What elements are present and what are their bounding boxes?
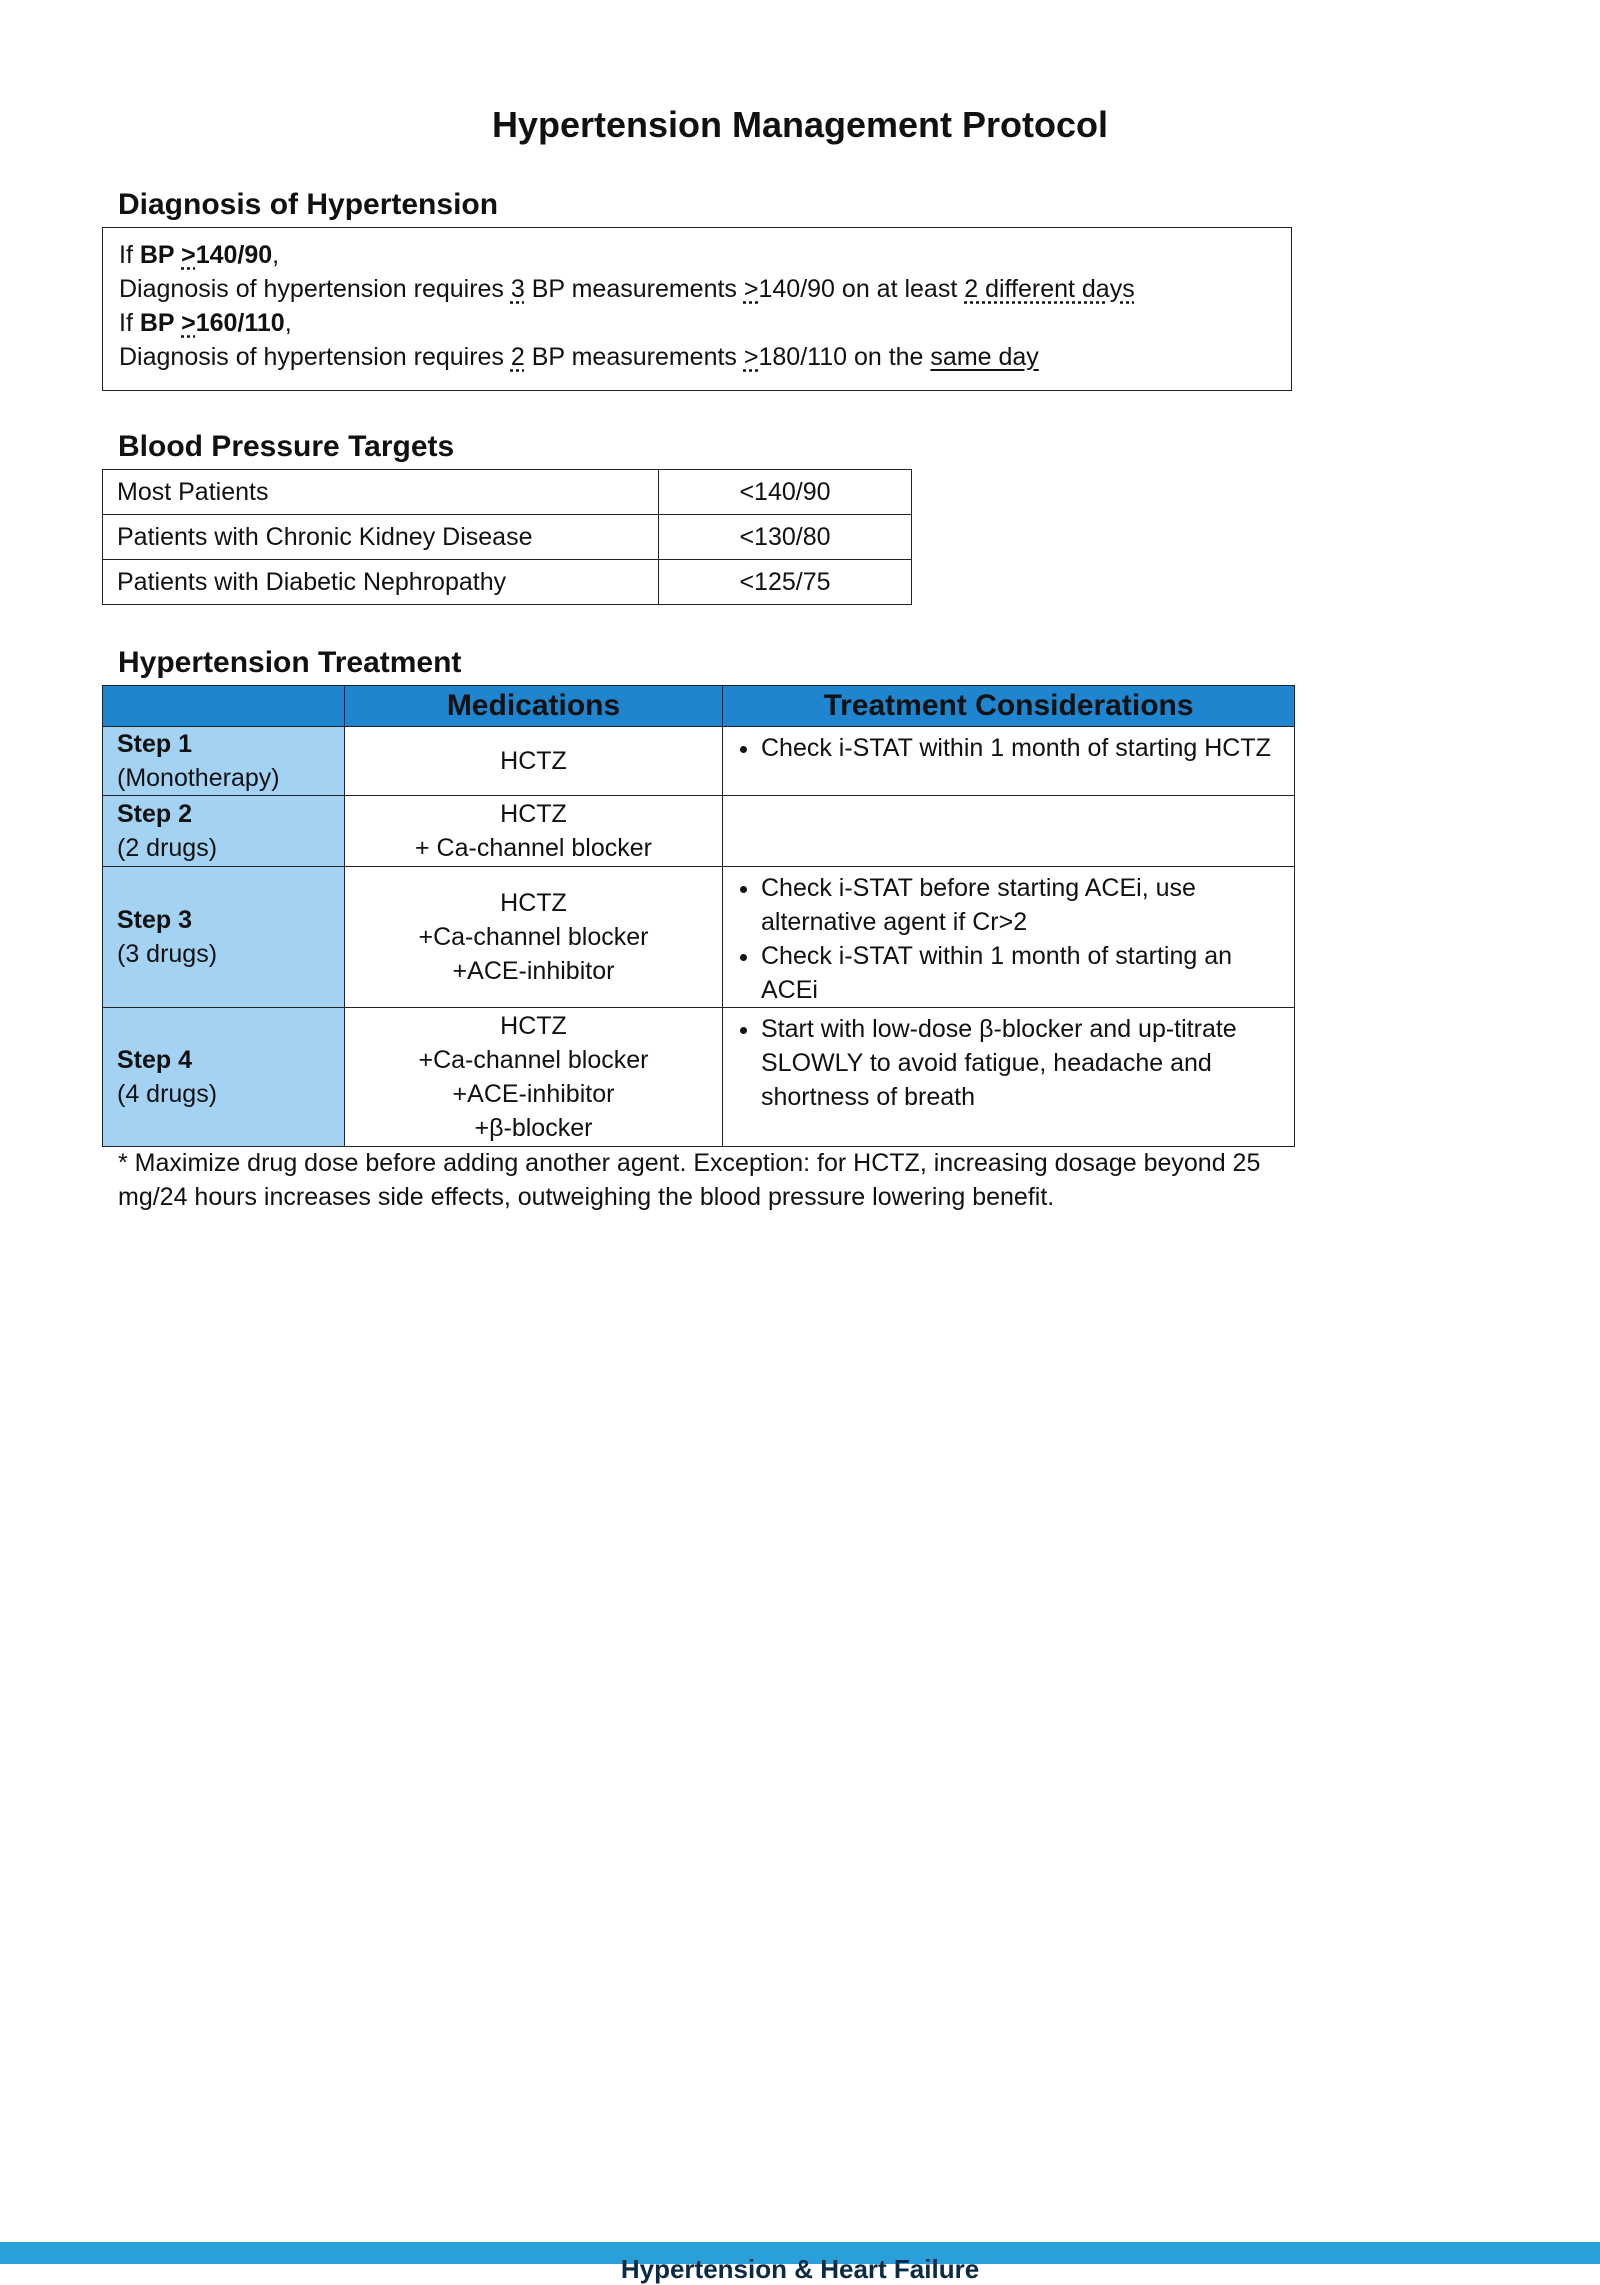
dosage-note: * Maximize drug dose before adding another agent. Exception: for HCTZ, increasing dosage beyond 25 mg/24 hours increases side effects, outweighing the blood pressure lowering benefit. <box>118 1149 1261 1211</box>
table-row <box>103 727 1295 796</box>
table-row <box>103 1008 1295 1147</box>
table-row <box>103 867 1295 1008</box>
table-header-row <box>103 686 1295 727</box>
footer-title: Hypertension & Heart Failure <box>620 2254 980 2284</box>
target-label: Most Patients <box>103 470 659 515</box>
step-cell: Step 3 (3 drugs) <box>103 867 345 1008</box>
diagnosis-line-4: Diagnosis of hypertension requires 2 BP measurements >180/110 on the same day <box>119 343 1039 371</box>
footer-bar <box>0 2242 1600 2284</box>
diagnosis-line-2: Diagnosis of hypertension requires 3 BP measurements >140/90 on at least 2 different days <box>119 275 1135 303</box>
table-row <box>103 796 1295 867</box>
treatment-heading: Hypertension Treatment <box>118 646 462 679</box>
considerations-cell <box>723 796 1295 867</box>
target-label: Patients with Diabetic Nephropathy <box>103 560 659 605</box>
table-row <box>103 470 912 515</box>
considerations-cell: • Start with low-dose β-blocker and up-titrate SLOWLY to avoid fatigue, headache and shortness of breath <box>723 1008 1295 1147</box>
diagnosis-heading: Diagnosis of Hypertension <box>118 188 499 221</box>
table-row <box>103 515 912 560</box>
step-cell: Step 4 (4 drugs) <box>103 1008 345 1147</box>
medications-cell: HCTZ + Ca-channel blocker <box>345 796 723 867</box>
medications-cell: HCTZ +Ca-channel blocker +ACE-inhibitor +β-blocker <box>345 1008 723 1147</box>
page-title: Hypertension Management Protocol <box>491 104 1109 145</box>
targets-heading: Blood Pressure Targets <box>118 430 455 463</box>
diagnosis-box <box>102 227 1292 391</box>
table-row <box>103 560 912 605</box>
considerations-cell: • Check i-STAT within 1 month of starting HCTZ <box>723 727 1295 796</box>
step-cell: Step 1 (Monotherapy) <box>103 727 345 796</box>
header-medications: Medications <box>345 686 723 727</box>
target-label: Patients with Chronic Kidney Disease <box>103 515 659 560</box>
medications-cell: HCTZ +Ca-channel blocker +ACE-inhibitor <box>345 867 723 1008</box>
diagnosis-line-3: If BP >160/110, <box>119 309 292 337</box>
treatment-table <box>102 685 1295 1147</box>
considerations-cell: • Check i-STAT before starting ACEi, use alternative agent if Cr>2 • Check i-STAT within 1 month of starting an ACEi <box>723 867 1295 1008</box>
target-value: <140/90 <box>659 470 912 515</box>
header-blank <box>103 686 345 727</box>
step-cell: Step 2 (2 drugs) <box>103 796 345 867</box>
targets-table <box>102 469 912 605</box>
diagnosis-line-1: If BP >140/90, <box>119 241 280 269</box>
header-considerations: Treatment Considerations <box>723 686 1295 727</box>
medications-cell: HCTZ <box>345 727 723 796</box>
target-value: <130/80 <box>659 515 912 560</box>
target-value: <125/75 <box>659 560 912 605</box>
